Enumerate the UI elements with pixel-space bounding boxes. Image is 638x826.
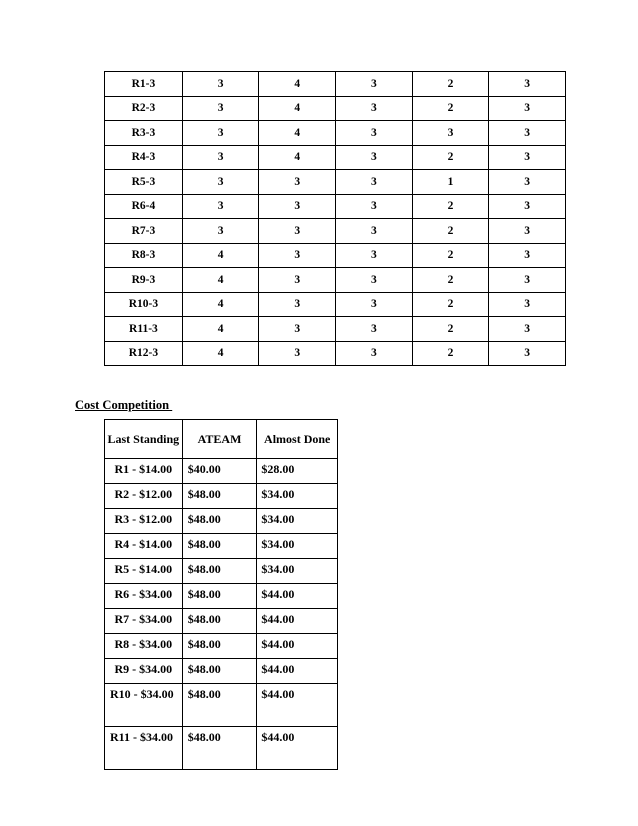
ateam-cell: $40.00 [182, 459, 257, 484]
score-cell: 3 [489, 243, 566, 268]
scores-row [105, 194, 566, 219]
last-standing-cell: R9 - $34.00 [105, 659, 183, 684]
round-cell: R9-3 [105, 268, 183, 293]
ateam-cell: $48.00 [182, 659, 257, 684]
last-standing-cell: R4 - $14.00 [105, 534, 183, 559]
last-standing-cell: R8 - $34.00 [105, 634, 183, 659]
score-cell: 3 [259, 219, 336, 244]
score-cell: 3 [336, 96, 413, 121]
score-cell: 3 [336, 243, 413, 268]
score-cell: 4 [182, 243, 259, 268]
score-cell: 2 [412, 317, 489, 342]
round-cell: R6-4 [105, 194, 183, 219]
score-cell: 2 [412, 219, 489, 244]
score-cell: 4 [259, 96, 336, 121]
almost-done-cell: $44.00 [257, 727, 338, 770]
almost-done-cell: $34.00 [257, 559, 338, 584]
score-cell: 3 [182, 170, 259, 195]
last-standing-cell: R6 - $34.00 [105, 584, 183, 609]
scores-row [105, 317, 566, 342]
score-cell: 3 [336, 268, 413, 293]
round-cell: R2-3 [105, 96, 183, 121]
score-cell: 3 [336, 194, 413, 219]
cost-row [105, 727, 338, 770]
ateam-cell: $48.00 [182, 559, 257, 584]
score-cell: 3 [489, 96, 566, 121]
last-standing-cell: R7 - $34.00 [105, 609, 183, 634]
last-standing-cell: R11 - $34.00 [105, 727, 183, 770]
last-standing-cell: R3 - $12.00 [105, 509, 183, 534]
cost-table-header-row [105, 420, 338, 459]
score-cell: 3 [489, 145, 566, 170]
ateam-cell: $48.00 [182, 684, 257, 727]
almost-done-cell: $34.00 [257, 509, 338, 534]
cost-table-body [105, 420, 338, 770]
scores-row [105, 292, 566, 317]
last-standing-cell: R10 - $34.00 [105, 684, 183, 727]
score-cell: 3 [336, 121, 413, 146]
score-cell: 3 [336, 341, 413, 366]
score-cell: 1 [412, 170, 489, 195]
almost-done-cell: $44.00 [257, 609, 338, 634]
scores-row [105, 268, 566, 293]
almost-done-cell: $44.00 [257, 684, 338, 727]
almost-done-cell: $44.00 [257, 659, 338, 684]
round-cell: R4-3 [105, 145, 183, 170]
cost-row [105, 509, 338, 534]
header-ateam: ATEAM [182, 420, 257, 459]
score-cell: 3 [259, 341, 336, 366]
score-cell: 4 [259, 72, 336, 97]
score-cell: 3 [489, 292, 566, 317]
scores-table [104, 71, 566, 366]
cost-row [105, 609, 338, 634]
score-cell: 2 [412, 194, 489, 219]
score-cell: 4 [182, 292, 259, 317]
last-standing-cell: R1 - $14.00 [105, 459, 183, 484]
score-cell: 3 [259, 292, 336, 317]
score-cell: 2 [412, 341, 489, 366]
ateam-cell: $48.00 [182, 509, 257, 534]
round-cell: R10-3 [105, 292, 183, 317]
score-cell: 3 [182, 219, 259, 244]
ateam-cell: $48.00 [182, 609, 257, 634]
almost-done-cell: $28.00 [257, 459, 338, 484]
almost-done-cell: $44.00 [257, 584, 338, 609]
cost-table [104, 419, 338, 770]
round-cell: R7-3 [105, 219, 183, 244]
score-cell: 3 [489, 121, 566, 146]
score-cell: 2 [412, 243, 489, 268]
scores-row [105, 145, 566, 170]
ateam-cell: $48.00 [182, 584, 257, 609]
almost-done-cell: $34.00 [257, 484, 338, 509]
scores-row [105, 121, 566, 146]
score-cell: 3 [336, 219, 413, 244]
cost-row [105, 559, 338, 584]
score-cell: 2 [412, 96, 489, 121]
scores-row [105, 96, 566, 121]
score-cell: 2 [412, 72, 489, 97]
scores-table-body [105, 72, 566, 366]
ateam-cell: $48.00 [182, 634, 257, 659]
score-cell: 3 [259, 243, 336, 268]
cost-row [105, 659, 338, 684]
scores-row [105, 341, 566, 366]
score-cell: 4 [182, 317, 259, 342]
score-cell: 3 [259, 170, 336, 195]
score-cell: 3 [489, 317, 566, 342]
ateam-cell: $48.00 [182, 727, 257, 770]
almost-done-cell: $44.00 [257, 634, 338, 659]
scores-row [105, 170, 566, 195]
scores-row [105, 72, 566, 97]
score-cell: 3 [259, 268, 336, 293]
round-cell: R8-3 [105, 243, 183, 268]
round-cell: R3-3 [105, 121, 183, 146]
header-last-standing: Last Standing [105, 420, 183, 459]
score-cell: 3 [336, 170, 413, 195]
cost-competition-heading: Cost Competition [75, 398, 173, 412]
cost-row [105, 584, 338, 609]
score-cell: 3 [182, 194, 259, 219]
round-cell: R1-3 [105, 72, 183, 97]
cost-row [105, 484, 338, 509]
score-cell: 4 [182, 341, 259, 366]
score-cell: 3 [336, 317, 413, 342]
cost-row [105, 684, 338, 727]
score-cell: 3 [489, 170, 566, 195]
score-cell: 3 [336, 145, 413, 170]
almost-done-cell: $34.00 [257, 534, 338, 559]
score-cell: 3 [336, 72, 413, 97]
cost-row [105, 459, 338, 484]
ateam-cell: $48.00 [182, 534, 257, 559]
round-cell: R5-3 [105, 170, 183, 195]
cost-row [105, 534, 338, 559]
score-cell: 3 [259, 194, 336, 219]
score-cell: 4 [259, 121, 336, 146]
score-cell: 3 [489, 268, 566, 293]
score-cell: 3 [259, 317, 336, 342]
cost-row [105, 634, 338, 659]
header-almost-done: Almost Done [257, 420, 338, 459]
score-cell: 3 [489, 194, 566, 219]
score-cell: 3 [182, 96, 259, 121]
last-standing-cell: R2 - $12.00 [105, 484, 183, 509]
score-cell: 3 [489, 219, 566, 244]
score-cell: 3 [336, 292, 413, 317]
score-cell: 3 [182, 72, 259, 97]
round-cell: R11-3 [105, 317, 183, 342]
score-cell: 2 [412, 268, 489, 293]
score-cell: 3 [182, 121, 259, 146]
scores-row [105, 243, 566, 268]
score-cell: 2 [412, 145, 489, 170]
score-cell: 3 [489, 341, 566, 366]
score-cell: 3 [182, 145, 259, 170]
last-standing-cell: R5 - $14.00 [105, 559, 183, 584]
round-cell: R12-3 [105, 341, 183, 366]
scores-row [105, 219, 566, 244]
score-cell: 4 [182, 268, 259, 293]
score-cell: 3 [412, 121, 489, 146]
ateam-cell: $48.00 [182, 484, 257, 509]
score-cell: 3 [489, 72, 566, 97]
score-cell: 2 [412, 292, 489, 317]
score-cell: 4 [259, 145, 336, 170]
